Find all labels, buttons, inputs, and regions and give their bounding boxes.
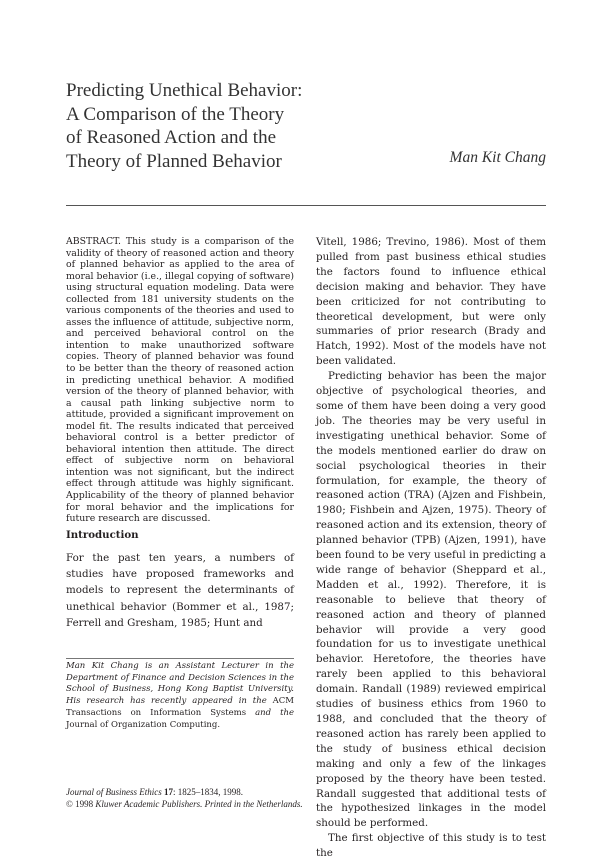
- introduction-paragraph: For the past ten years, a numbers of studies have proposed frameworks and models to represent the determinants of unethical behavior (Bommer et al., 1987; Ferrell and Gresham, 1985; Hunt and: [66, 552, 294, 629]
- header-divider: [66, 205, 546, 206]
- footer-copyright-year: © 1998: [66, 798, 94, 809]
- right-column-body: [316, 235, 546, 861]
- title-line: A Comparison of the Theory: [66, 103, 285, 125]
- section-heading-introduction: Introduction: [66, 529, 139, 541]
- body-paragraph: The first objective of this study is to test the: [316, 832, 546, 860]
- footer-copyright: [66, 799, 406, 811]
- author-name: Man Kit Chang: [449, 149, 546, 166]
- abstract: ABSTRACT. This study is a comparison of the validity of theory of reasoned action and theory of planned behavior as applied to the area of moral behavior (i.e., illegal copying of software) using structural equation modeling. Data were collected from 181 university students on the various components of the theories and used to asses the influence of attitude, subjective norm, and perceived behavioral control on the intention to make unauthorized software copies. Theory of planned behavior was found to be better than the theory of reasoned action in predicting unethical behavior. A modified version of the theory of planned behavior, with a causal path linking subjective norm to attitude, provided a significant improvement on model fit. The results indicated that perceived behavioral control is a better predictor of behavioral intention then attitude. The direct effect of subjective norm on behavioral intention was not significant, but the indirect effect through attitude was highly significant. Applicability of the theory of planned behavior for moral behavior and the implications for future research are discussed.: [66, 236, 294, 525]
- title-line: Theory of Planned Behavior: [66, 150, 282, 172]
- footer-publisher: Kluwer Academic Publishers. Printed in the Netherlands.: [95, 798, 303, 809]
- author-footnote-text: Man Kit Chang is an Assistant Lecturer in the Department of Finance and Decision Sciences in the School of Business, Hong Kong Baptist University. His research has recently appeared in the: [66, 661, 294, 707]
- footer-volume: 17: [164, 787, 173, 797]
- title-line: of Reasoned Action and the: [66, 127, 277, 148]
- author-footnote: [66, 661, 294, 731]
- body-paragraph: Vitell, 1986; Trevino, 1986). Most of them pulled from past business ethical studies the factors found to influence ethical decision making and behavior. They have been criticized for not contributing to theoretical development, but were only summaries of prior research (Brady and Hatch, 1992). Most of the models have not been validated.: [316, 236, 546, 368]
- body-paragraph: Predicting behavior has been the major objective of psychological theories, and some of them have been doing a very good job. The theories may be very useful in investigating unethical behavior. Some of the models mentioned earlier do draw on social psychological theories in their formulation, for example, the theory of reasoned action (TRA) (Ajzen and Fishbein, 1980; Fishbein and Ajzen, 1975). Theory of reasoned action and its extension, theory of planned behavior (TPB) (Ajzen, 1991), have been found to be very useful in predicting a wide range of behavior (Sheppard et al., Madden et al., 1992). Therefore, it is reasonable to believe that theory of reasoned action and theory of planned behavior will provide a very good foundation for us to investigate unethical behavior. Heretofore, the theories have rarely been applied to this behavioral domain. Randall (1989) reviewed empirical studies of business ethics from 1960 to 1988, and concluded that the theory of reasoned action has rarely been applied to the study of business ethical decision making and only a few of the linkages proposed by the theory have been tested. Randall suggested that additional tests of the hypothesized linkages in the model should be performed.: [316, 370, 546, 830]
- footnote-and: and the: [255, 707, 294, 718]
- footnote-divider: [66, 658, 294, 659]
- footer-citation: [66, 787, 406, 799]
- footnote-journal-joc: Journal of Organization Computing.: [66, 719, 221, 730]
- footer-journal-name: Journal of Business Ethics: [66, 787, 162, 797]
- footnote-journal-acm: ACM Transactions on Information Systems: [66, 696, 295, 718]
- article-title: [66, 79, 366, 173]
- footer-pages: : 1825–1834, 1998.: [173, 787, 244, 797]
- title-line: Predicting Unethical Behavior:: [66, 80, 303, 101]
- page-footer: [66, 787, 406, 810]
